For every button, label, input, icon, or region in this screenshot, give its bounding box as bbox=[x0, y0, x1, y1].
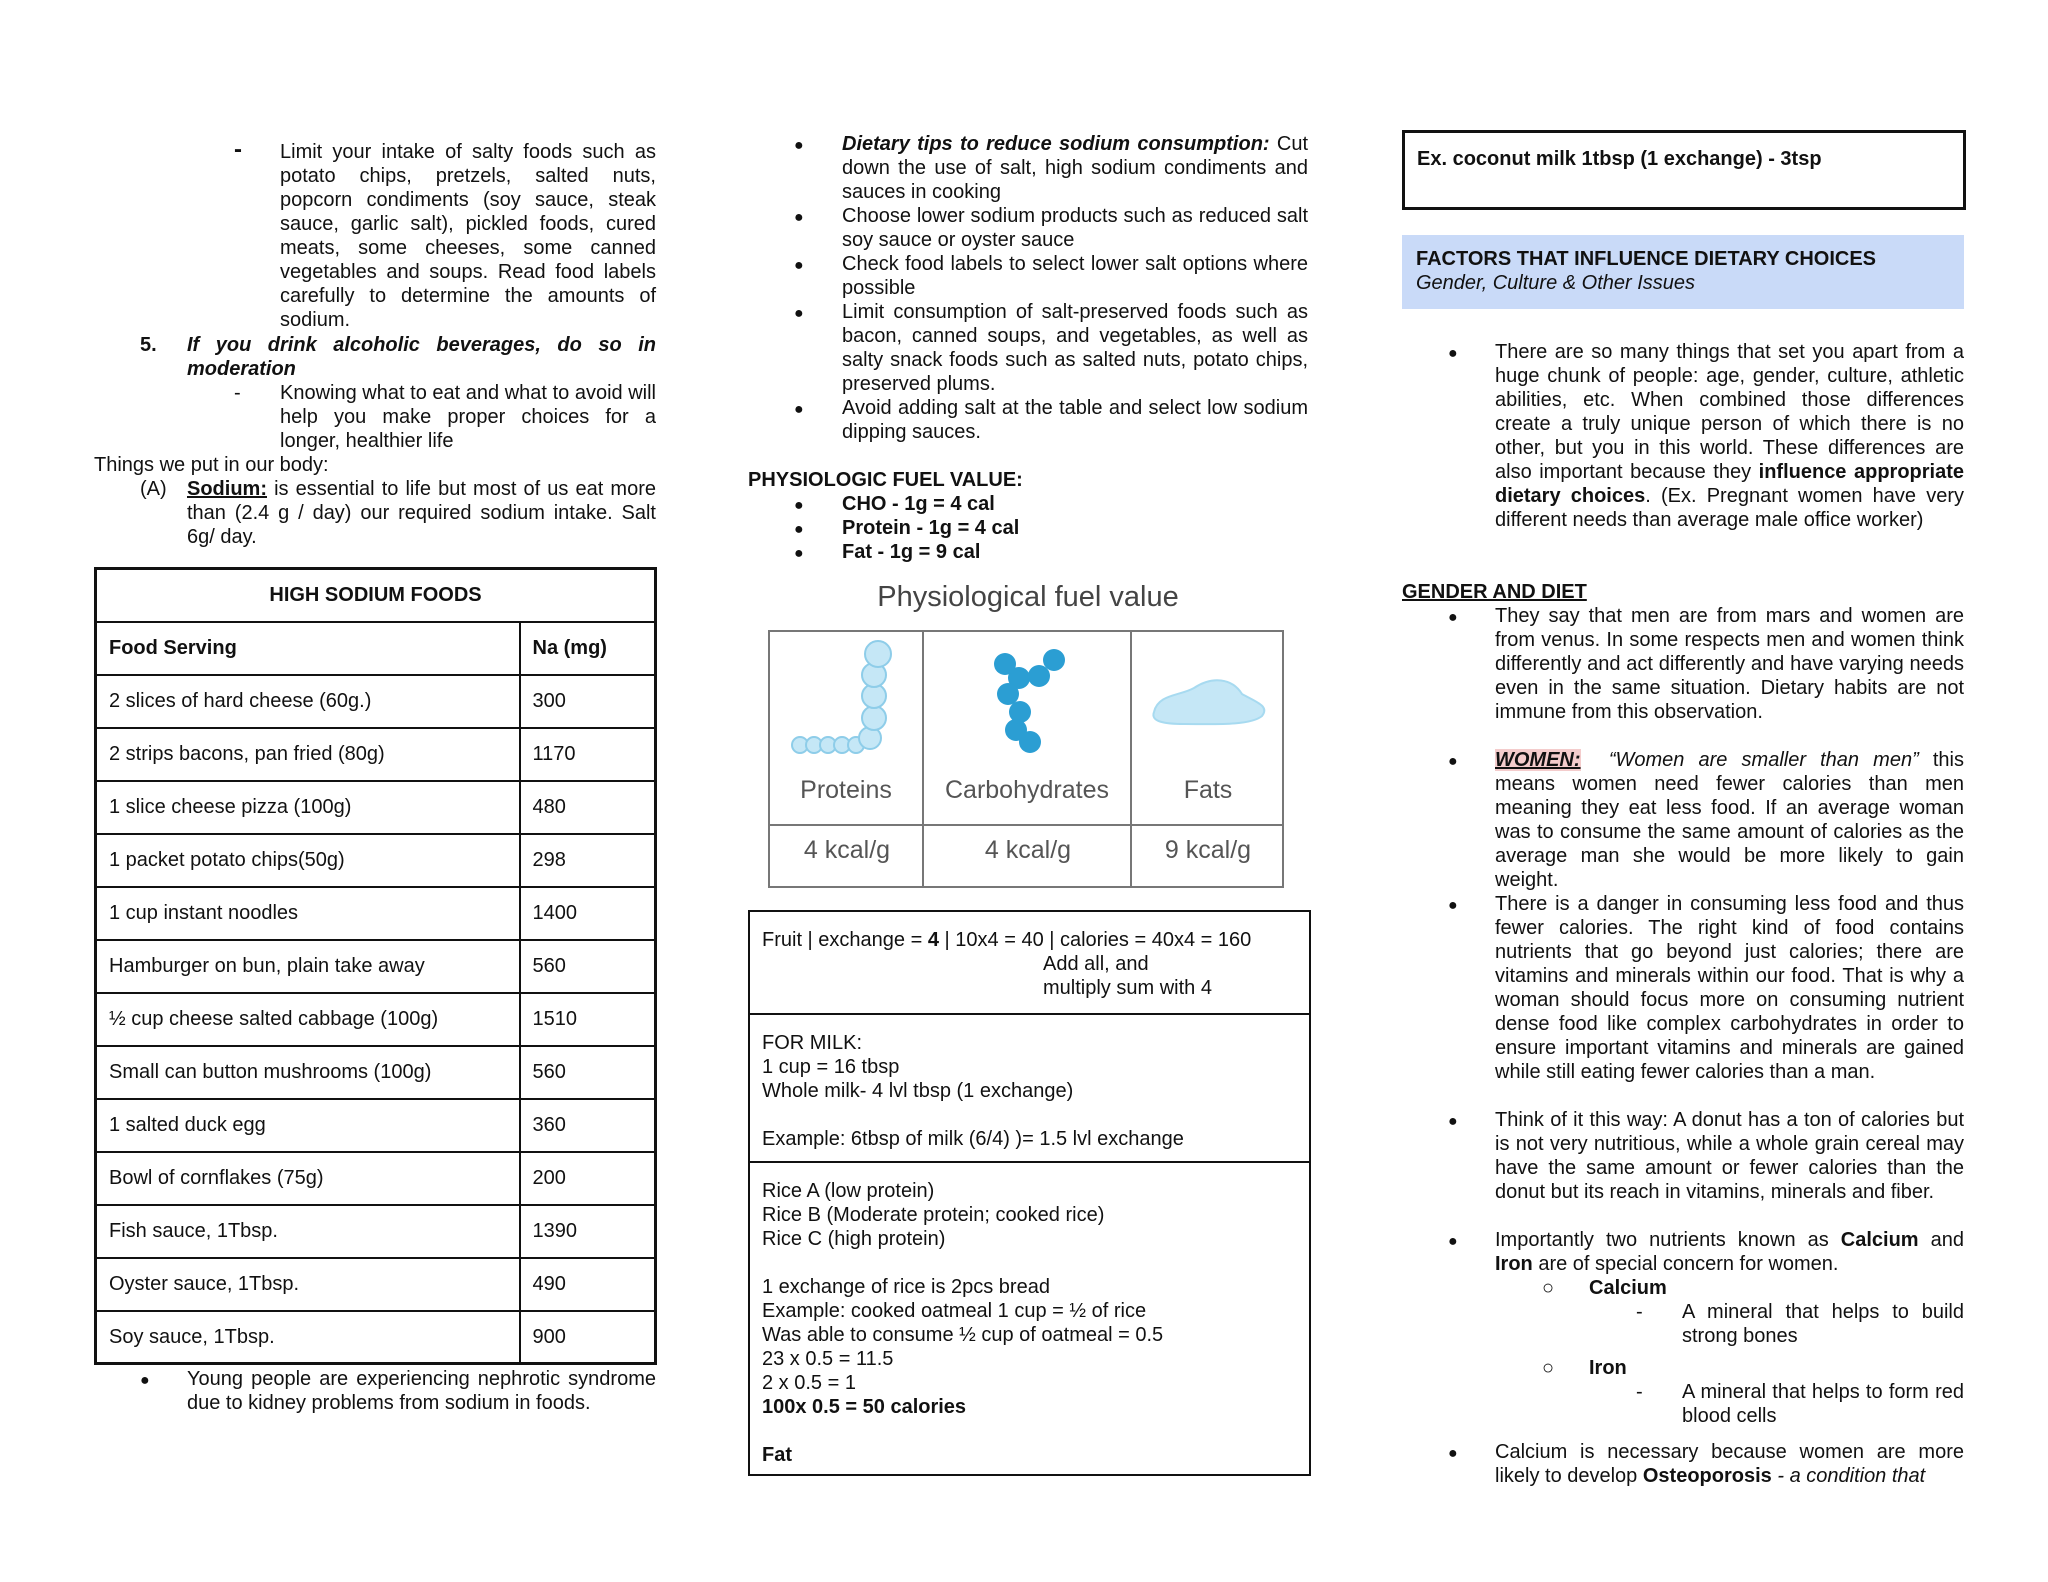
rice-calc-line: Example: cooked oatmeal 1 cup = ½ of rice bbox=[762, 1300, 1147, 1322]
rice-line: Rice B (Moderate protein; cooked rice) bbox=[762, 1204, 1105, 1226]
circle-bullet: ○ bbox=[1542, 1357, 1555, 1379]
table-row bbox=[96, 1205, 656, 1258]
bullet-dot: ● bbox=[794, 209, 804, 226]
food-cell: Bowl of cornflakes (75g) bbox=[96, 1152, 520, 1205]
fruit-line bbox=[762, 928, 1297, 952]
na-cell: 1400 bbox=[520, 887, 656, 940]
rice-section bbox=[750, 1163, 1309, 1477]
tip-text: Cut down the use of salt, high sodium condiments and sauces in cooking bbox=[842, 133, 1309, 203]
milk-example: Example: 6tbsp of milk (6/4) )= 1.5 lvl exchange bbox=[762, 1128, 1184, 1150]
table-header-food: Food Serving bbox=[96, 622, 520, 675]
bullet-dot: ● bbox=[1448, 1445, 1458, 1462]
na-cell: 490 bbox=[520, 1258, 656, 1311]
women-quote: “Women are smaller than men” bbox=[1608, 749, 1919, 771]
table-row bbox=[96, 728, 656, 781]
women-body: this means women need fewer calories than men meaning they eat less food. If an average woman was to consume the same amount of calories as the average man she would be more likely to gain weight. bbox=[1495, 749, 1964, 891]
fruit-section bbox=[750, 912, 1309, 1015]
na-cell: 560 bbox=[520, 940, 656, 993]
fruit-post: | 10x4 = 40 | calories = 40x4 = 160 bbox=[938, 929, 1252, 951]
iron-text: A mineral that helps to form red blood cells bbox=[1682, 1381, 1964, 1427]
food-cell: Small can button mushrooms (100g) bbox=[96, 1046, 520, 1099]
value-proteins: 4 kcal/g bbox=[803, 836, 891, 864]
tips-title: Dietary tips to reduce sodium consumption: bbox=[842, 133, 1270, 155]
dash-bullet: - bbox=[1636, 1301, 1643, 1323]
fuel-protein: Protein - 1g = 4 cal bbox=[842, 517, 1020, 539]
figure-title: Physiological fuel value bbox=[877, 581, 1179, 613]
food-cell: 2 slices of hard cheese (60g.) bbox=[96, 675, 520, 728]
fruit-exchange-value: 4 bbox=[927, 929, 939, 951]
na-cell: 200 bbox=[520, 1152, 656, 1205]
rice-calc-line: Was able to consume ½ cup of oatmeal = 0.5 bbox=[762, 1324, 1164, 1346]
value-fats: 9 kcal/g bbox=[1164, 836, 1252, 864]
danger-text: There is a danger in consuming less food and thus fewer calories. The right kind of food contains nutrients that go beyond just calories; there are vitamins and minerals within our food. That is why a woman should focus more on consuming nutrient dense food like complex carbohydrates in order to ensure important vitamins and minerals are gained while still eating fewer calories than a man. bbox=[1495, 893, 1964, 1083]
sodium-letter: (A) bbox=[140, 478, 167, 500]
nutr-iron: Iron bbox=[1495, 1253, 1533, 1275]
banner-subtitle: Gender, Culture & Other Issues bbox=[1416, 272, 1696, 294]
women-text bbox=[1495, 748, 1964, 892]
food-cell: 2 strips bacons, pan fried (80g) bbox=[96, 728, 520, 781]
women-label: WOMEN: bbox=[1495, 749, 1581, 771]
na-cell: 900 bbox=[520, 1311, 656, 1364]
alcohol-sub-text: Knowing what to eat and what to avoid will help you make proper choices for a longer, healthier life bbox=[280, 382, 656, 452]
alcohol-heading: If you drink alcoholic beverages, do so in moderation bbox=[187, 334, 656, 380]
na-cell: 298 bbox=[520, 834, 656, 887]
food-cell: 1 packet potato chips(50g) bbox=[96, 834, 520, 887]
rice-calc-line: 1 exchange of rice is 2pcs bread bbox=[762, 1276, 1050, 1298]
fruit-note-2: multiply sum with 4 bbox=[1043, 977, 1212, 999]
mars-text: They say that men are from mars and women are from venus. In some respects men and women think differently and act differently and have varying needs even in the same situation. Dietary habits are not immune from this observation. bbox=[1495, 605, 1964, 723]
bullet-dot: ● bbox=[140, 1372, 150, 1389]
label-carbohydrates: Carbohydrates bbox=[945, 776, 1109, 804]
table-row bbox=[96, 834, 656, 887]
table-row bbox=[96, 675, 656, 728]
nutr-mid: and bbox=[1918, 1229, 1964, 1251]
rice-line: Rice C (high protein) bbox=[762, 1228, 946, 1250]
table-row bbox=[96, 1099, 656, 1152]
food-cell: 1 cup instant noodles bbox=[96, 887, 520, 940]
intro-post: . (Ex. Pregnant women have very different needs than average male office worker) bbox=[1495, 485, 1965, 531]
osteoporosis-text bbox=[1495, 1440, 1964, 1488]
na-cell: 480 bbox=[520, 781, 656, 834]
coconut-text: Ex. coconut milk 1tbsp (1 exchange) - 3tsp bbox=[1417, 148, 1822, 170]
nutr-pre: Importantly two nutrients known as bbox=[1495, 1229, 1841, 1251]
bullet-dot: ● bbox=[794, 401, 804, 418]
milk-line: 1 cup = 16 tbsp bbox=[762, 1056, 900, 1078]
table-row bbox=[96, 940, 656, 993]
bullet-dot: ● bbox=[794, 257, 804, 274]
fuel-value-figure bbox=[768, 580, 1288, 890]
food-cell: Hamburger on bun, plain take away bbox=[96, 940, 520, 993]
high-sodium-table bbox=[94, 567, 657, 1365]
na-cell: 1390 bbox=[520, 1205, 656, 1258]
na-cell: 360 bbox=[520, 1099, 656, 1152]
fuel-heading: PHYSIOLOGIC FUEL VALUE: bbox=[748, 469, 1023, 491]
nephrotic-text: Young people are experiencing nephrotic syndrome due to kidney problems from sodium in foods. bbox=[187, 1368, 656, 1414]
factors-banner bbox=[1402, 235, 1964, 309]
nutrients-text bbox=[1495, 1228, 1964, 1276]
banner-title: FACTORS THAT INFLUENCE DIETARY CHOICES bbox=[1416, 248, 1877, 270]
label-proteins: Proteins bbox=[800, 776, 892, 804]
nutr-post: are of special concern for women. bbox=[1532, 1253, 1839, 1275]
donut-text: Think of it this way: A donut has a ton of calories but is not very nutritious, while a whole grain cereal may have the same amount or fewer calories than the donut but its reach in vitamins, minerals and fiber. bbox=[1495, 1109, 1964, 1203]
osteo-post: - a condition that bbox=[1771, 1465, 1926, 1487]
bullet-dot: ● bbox=[794, 305, 804, 322]
rice-calc-line: 23 x 0.5 = 11.5 bbox=[762, 1348, 894, 1370]
dash-bullet: - bbox=[1636, 1381, 1643, 1403]
value-carbohydrates: 4 kcal/g bbox=[984, 836, 1072, 864]
table-header-na: Na (mg) bbox=[520, 622, 656, 675]
bullet-dot: ● bbox=[1448, 1113, 1458, 1130]
nutr-calcium: Calcium bbox=[1840, 1229, 1919, 1251]
bullet-dot: ● bbox=[794, 521, 804, 538]
label-fats: Fats bbox=[1183, 776, 1233, 804]
exchange-box bbox=[748, 910, 1311, 1476]
food-cell: Fish sauce, 1Tbsp. bbox=[96, 1205, 520, 1258]
bullet-dot: ● bbox=[1448, 753, 1458, 770]
food-cell: 1 slice cheese pizza (100g) bbox=[96, 781, 520, 834]
sodium-text: is essential to life but most of us eat more than (2.4 g / day) our required sodium intake. Salt 6g/ day. bbox=[187, 478, 656, 548]
gender-heading: GENDER AND DIET bbox=[1402, 581, 1587, 603]
food-cell: Soy sauce, 1Tbsp. bbox=[96, 1311, 520, 1364]
table-row bbox=[96, 1152, 656, 1205]
na-cell: 1510 bbox=[520, 993, 656, 1046]
tip-3: Check food labels to select lower salt options where possible bbox=[842, 253, 1308, 299]
calcium-title: Calcium bbox=[1589, 1277, 1667, 1299]
table-row bbox=[96, 1046, 656, 1099]
na-cell: 300 bbox=[520, 675, 656, 728]
bullet-dot: ● bbox=[794, 137, 804, 154]
milk-section bbox=[750, 1015, 1309, 1163]
intro-text bbox=[1495, 340, 1964, 532]
bullet-dot: ● bbox=[1448, 897, 1458, 914]
tip-1 bbox=[842, 132, 1308, 204]
bullet-dot: ● bbox=[1448, 609, 1458, 626]
sub-dash-bullet: - bbox=[234, 382, 241, 404]
figure-grid bbox=[768, 630, 1284, 888]
rice-line: Rice A (low protein) bbox=[762, 1180, 935, 1202]
tip-5: Avoid adding salt at the table and select low sodium dipping sauces. bbox=[842, 397, 1308, 443]
intro-pre: There are so many things that set you apart from a huge chunk of people: age, gender, culture, athletic abilities, etc. When combined those differences create a truly unique person of which there is no other, but you in this world. These differences are also important because they bbox=[1495, 341, 1964, 483]
circle-bullet: ○ bbox=[1542, 1277, 1555, 1299]
na-cell: 1170 bbox=[520, 728, 656, 781]
iron-title: Iron bbox=[1589, 1357, 1627, 1379]
fuel-fat: Fat - 1g = 9 cal bbox=[842, 541, 981, 563]
tip-4: Limit consumption of salt-preserved foods such as bacon, canned soups, and vegetables, as well as salty snack foods such as salted nuts, potato chips, preserved plums. bbox=[842, 301, 1308, 395]
intro-bold: influence appropriate dietary choices bbox=[1495, 461, 1964, 507]
osteo-bold: Osteoporosis bbox=[1642, 1465, 1772, 1487]
item-number: 5. bbox=[140, 334, 157, 356]
food-cell: 1 salted duck egg bbox=[96, 1099, 520, 1152]
na-cell: 560 bbox=[520, 1046, 656, 1099]
table-row bbox=[96, 1258, 656, 1311]
sodium-term: Sodium: bbox=[187, 478, 267, 500]
salty-foods-text: Limit your intake of salty foods such as potato chips, pretzels, salted nuts, popcorn condiments (soy sauce, steak sauce, garlic salt), pickled foods, cured meats, some cheeses, some canned vegetables and soups. Read food labels carefully to determine the amounts of sodium. bbox=[280, 141, 656, 331]
fat-label: Fat bbox=[762, 1444, 792, 1466]
table-row bbox=[96, 887, 656, 940]
table-title: HIGH SODIUM FOODS bbox=[96, 569, 656, 622]
table-row bbox=[96, 993, 656, 1046]
fruit-note-1: Add all, and bbox=[1043, 953, 1149, 975]
bullet-dot: ● bbox=[1448, 345, 1458, 362]
calcium-text: A mineral that helps to build strong bones bbox=[1682, 1301, 1964, 1347]
bullet-dot: ● bbox=[1448, 1233, 1458, 1250]
dash-bullet: - bbox=[234, 136, 242, 163]
sodium-paragraph bbox=[187, 477, 656, 549]
figure-divider bbox=[770, 824, 1282, 826]
food-cell: Oyster sauce, 1Tbsp. bbox=[96, 1258, 520, 1311]
table-row bbox=[96, 781, 656, 834]
rice-total: 100x 0.5 = 50 calories bbox=[762, 1396, 967, 1418]
tip-2: Choose lower sodium products such as reduced salt soy sauce or oyster sauce bbox=[842, 205, 1308, 251]
fruit-pre: Fruit | exchange = bbox=[762, 929, 928, 951]
fuel-cho: CHO - 1g = 4 cal bbox=[842, 493, 995, 515]
food-cell: ½ cup cheese salted cabbage (100g) bbox=[96, 993, 520, 1046]
milk-line: FOR MILK: bbox=[762, 1032, 863, 1054]
table-row bbox=[96, 1311, 656, 1364]
milk-line: Whole milk- 4 lvl tbsp (1 exchange) bbox=[762, 1080, 1074, 1102]
coconut-box bbox=[1402, 130, 1966, 210]
bullet-dot: ● bbox=[794, 497, 804, 514]
osteo-pre: Calcium is necessary because women are more likely to develop bbox=[1495, 1441, 1964, 1487]
rice-calc-line: 2 x 0.5 = 1 bbox=[762, 1372, 856, 1394]
bullet-dot: ● bbox=[794, 545, 804, 562]
things-heading: Things we put in our body: bbox=[94, 454, 329, 476]
